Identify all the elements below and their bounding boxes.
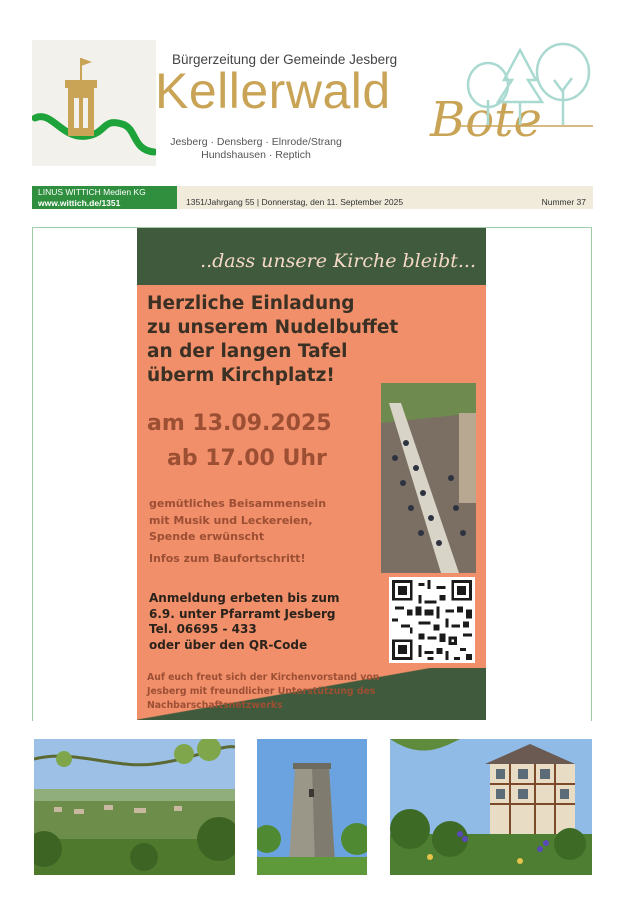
invite-line: an der langen Tafel [147,341,348,362]
register-line: Anmeldung erbeten bis zum [149,591,340,605]
issue-bar [177,186,593,209]
masthead-title: Kellerwald [155,63,391,119]
masthead-subtitle: Bürgerzeitung der Gemeinde Jesberg [172,52,398,67]
villages-line: Hundshausen · Reptich [201,149,311,161]
event-infos: Infos zum Baufortschritt! [149,552,306,565]
long-table-photo [381,383,476,573]
trees-illustration [458,40,593,130]
village-house-photo [390,739,592,875]
poster-tagline: ..dass unsere Kirche bleibt... [200,250,476,272]
invite-line: Herzliche Einladung [147,293,355,314]
villages-line: Jesberg · Densberg · Elnrode/Strang [170,136,342,148]
desc-line: Spende erwünscht [149,530,265,543]
event-date: am 13.09.2025 [147,411,332,436]
masthead-title-script: Bote [430,92,542,148]
jesberg-logo [32,40,156,166]
issue-number: Nummer 37 [541,197,586,207]
publisher-box [32,186,177,209]
masthead-villages [156,136,356,162]
issue-info: 1351/Jahrgang 55 | Donnerstag, den 11. September 2025 [186,197,404,207]
landscape-photo [34,739,235,875]
thanks-line: Jesberg mit freundlicher Unterstützung des [147,686,376,697]
poster-invite [147,292,398,388]
event-poster [137,228,486,720]
register-line: 6.9. unter Pfarramt Jesberg [149,606,336,621]
register-line: oder über den QR-Code [149,637,308,652]
publisher-name: LINUS WITTICH Medien KG [38,187,146,197]
event-description [149,496,326,546]
thanks-line: Auf euch freut sich der Kirchenvorstand von [147,672,380,683]
event-time: ab 17.00 Uhr [167,446,327,471]
desc-line: gemütliches Beisammensein [149,497,327,510]
invite-line: überm Kirchplatz! [147,365,335,386]
invite-line: zu unserem Nudelbuffet [147,317,399,338]
qr-code[interactable] [389,577,475,663]
publisher-url[interactable]: www.wittich.de/1351 [38,198,121,208]
poster-thanks [147,671,379,713]
thanks-line: Nachbarschaftsnetzwerks [147,700,283,711]
desc-line: mit Musik und Leckereien, [149,513,313,527]
tower-photo [257,739,367,875]
register-line: Tel. 06695 - 433 [149,622,257,636]
registration-info [149,591,339,653]
